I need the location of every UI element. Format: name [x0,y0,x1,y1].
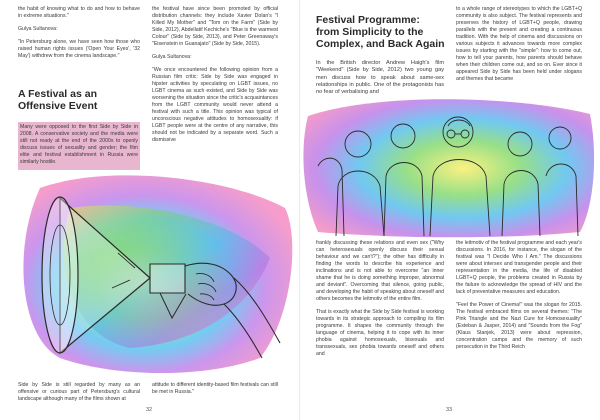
page-right [300,0,600,420]
left-column-2-top [152,6,278,150]
paragraph: "In Petersburg alone, we have seen how those who raised human rights issues ('Open Your Eyes', '32 May') withdrew from the cinema landscape." [18,39,140,59]
paragraph: frankly discussing these relations and even sex ("Why can heterosexuals openly discuss their sexual behaviour and we can't?"); the other has difficulty in finding the words to describe his experience and inclinations and is not able to overcome "an inner shame that he is doing something improper, abnormal and deviant". Overcoming that silence, going public, and developing the habit of speaking about oneself and others becomes the leitmotiv of the entire film. [316,240,444,302]
crowd-drawing [298,96,600,238]
right-column-1-bottom [316,240,444,364]
crowd-illustration [298,96,600,238]
right-column-2-bottom [456,240,582,357]
paragraph: "Feel the Power of Cinema!" was the slogan for 2015. The festival embraced films on several themes: "The Pink Triangle and the Nazi Cure for Homosexuality" (Esteban & Jasper, 2014) and "Sounds from the Fog" (Klaus Stanjek, 2013) were about repression, concentration camps and the memory of such persecution in the Third Reich [456,302,582,350]
left-column-1-top [18,6,140,66]
right-column-2-top: to a whole range of stereotypes to which the LGBT+Q community is also subject. The festival represents and preserves the history of LGBT+Q people, drawing parallels with the present and creating a continuous tradition. With the help of cinema and discussions on various subjects it advances towards more complex issues by starting with the "simple": how to come out, how to tell your parents, how parents should behave when their children come out, and so on. Ever since it appeared Side by Side has been held under slogans and themes that became [456,6,582,82]
paragraph: "We once encountered the following opinion from a Russian film critic: Side by Side was engaged in hipster activities by speculating on LGBT issues, no LGBT cinema as such existed, and Side by Side was worsening the situation since the critic's acquaintances from the LGBT community would never attend a festival with such a title. This opinion was typical of unconscious negative attitudes to homosexuality: if LGBT people were at the centre of any narrative, this should not be indicated by a separate word. Such a dismissive [152,67,278,143]
megaphone-illustration [0,168,300,378]
highlight-paragraph: Many were opposed to the first Side by Side in 2008. A conservative society and the media were still not ready at the end of the 2000s to openly discuss issues of sexuality and gender; the film elite and festival establishment in Russia were similarly hostile. [18,122,140,170]
left-column-1-bottom: Side by Side is still regarded by many as an offensive or curious part of Petersburg's cultural landscape although many of the films shown at [18,382,140,402]
paragraph: That is exactly what the Side by Side festival is working towards in its strategic approach to compiling its film programme. It shapes the community through the language of cinema, helping it to cope with its inner phobia against homosexuals, bisexuals and transsexuals, sex phobia towards oneself and others and [316,309,444,357]
section-heading-left: A Festival as an Offensive Event [18,88,98,112]
page-number-left: 32 [146,407,153,413]
lead-paragraph: In the British director Andrew Haigh's film "Weekend" (Side by Side, 2012) two young gay men discuss how to speak about same-sex relationships in public. One of the protagonists has no fear of verbalising and [316,60,444,96]
megaphone-drawing [0,168,300,378]
speaker-label: Gulya Sultanova: [18,26,58,32]
paragraph: the leitmotiv of the festival programme and each year's discussions. In 2016, for instance, the slogan of the festival was "I Decide Who I Am." The discussions were about intersex and transgender people and their representation in the media, the life of disabled LGBT+Q people, the problems created in Russia by the failure to acknowledge the spread of HIV and the lack of preventative measures and education. [456,240,582,295]
left-column-2-bottom: attitude to different identity-based film festivals can still be met in Russia." [152,382,278,395]
section-heading-right: Festival Programme: from Simplicity to the Complex, and Back Again [316,14,445,50]
speaker-label: Gulya Sultanova: [152,54,192,60]
paragraph: the habit of knowing what to do and how to behave in extreme situations." [18,6,140,19]
page-number-right: 33 [446,407,453,413]
paragraph: the festival have since been promoted by official distribution channels: they include Xavier Dolan's "I Killed My Mother" and "Tom on the Farm" (Side by Side, 2012), Abdellatif Kechiche's "Blue is the warmest Colour" (Side by Side, 2013), and Peter Greenaway's "Eisenstein in Guanajato" (Side by Side, 2015). [152,6,278,47]
